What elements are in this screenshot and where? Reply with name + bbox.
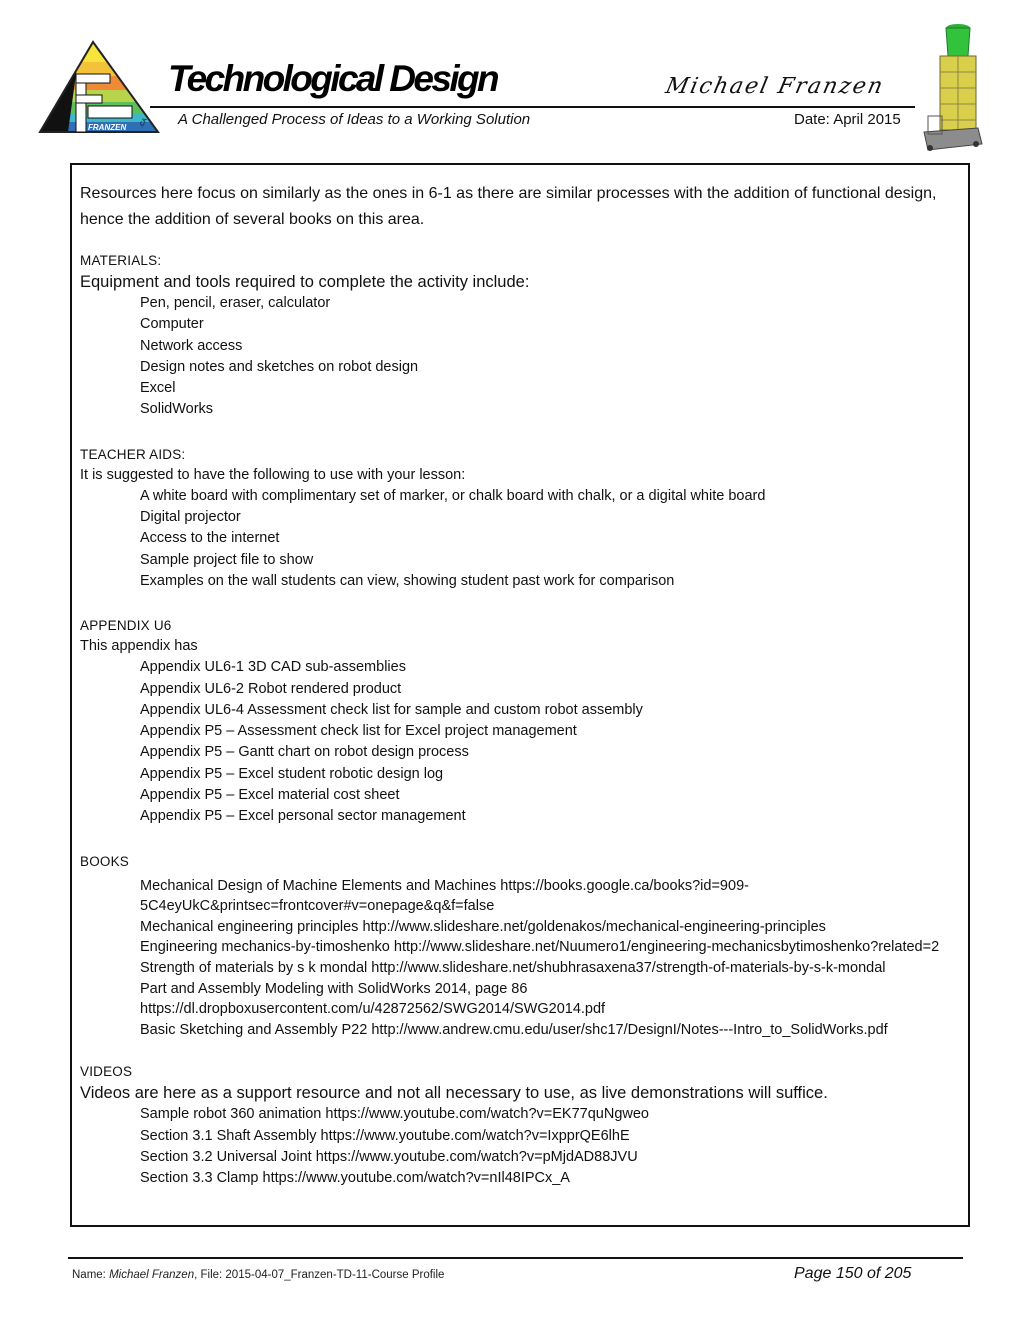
books-section (80, 852, 960, 1041)
book-link[interactable]: Mechanical engineering principles http://www.slideshare.net/goldenakos/mechanical-engineering-principles (140, 918, 826, 935)
document-date: Date: April 2015 (794, 111, 901, 128)
list-item: Appendix P5 – Excel student robotic design log (140, 765, 444, 782)
book-link[interactable]: Engineering mechanics-by-timoshenko http://www.slideshare.net/Nuumero1/engineering-mechanicsbytimoshenko?related=2 (140, 939, 940, 956)
section-heading: APPENDIX U6 (80, 618, 172, 634)
footer-name-label: Name: (72, 1269, 110, 1281)
section-intro: Videos are here as a support resource and not all necessary to use, as live demonstrations will suffice. (80, 1084, 828, 1103)
svg-text:.CA: .CA (138, 117, 149, 129)
list-item: Appendix P5 – Excel personal sector management (140, 808, 466, 825)
list-item: Excel (140, 380, 176, 397)
book-link[interactable]: Basic Sketching and Assembly P22 http://www.andrew.cmu.edu/user/shc17/DesignI/Notes---Intro_to_SolidWorks.pdf (140, 1021, 888, 1038)
document-subtitle: A Challenged Process of Ideas to a Working Solution (178, 111, 531, 128)
svg-text:FRANZEN: FRANZEN (88, 123, 127, 132)
list-item: Sample project file to show (140, 551, 314, 568)
video-link[interactable]: Section 3.1 Shaft Assembly https://www.youtube.com/watch?v=IxpprQE6lhE (140, 1127, 630, 1144)
list-item: Appendix P5 – Gantt chart on robot design process (140, 744, 469, 761)
section-intro: It is suggested to have the following to use with your lesson: (80, 466, 466, 483)
list-item: SolidWorks (140, 401, 214, 418)
section-heading: VIDEOS (80, 1064, 133, 1080)
robot-illustration-icon (918, 20, 984, 154)
book-link[interactable]: Part and Assembly Modeling with SolidWorks 2014, page 86 https://dl.dropboxusercontent.com/u/42872562/SWG2014/SWG2014.pdf (140, 980, 606, 1018)
list-item: Computer (140, 316, 204, 333)
list-item: Design notes and sketches on robot design (140, 358, 419, 375)
franzen-logo-icon (38, 40, 160, 136)
section-heading: TEACHER AIDS: (80, 446, 186, 462)
section-heading: BOOKS (80, 853, 130, 869)
video-link[interactable]: Section 3.2 Universal Joint https://www.youtube.com/watch?v=pMjdAD88JVU (140, 1148, 638, 1165)
list-item: Access to the internet (140, 530, 280, 547)
list-item: Appendix UL6-4 Assessment check list for sample and custom robot assembly (140, 701, 643, 718)
section-intro: This appendix has (80, 638, 198, 655)
document-title: Technological Design (168, 58, 498, 99)
videos-section (80, 1062, 960, 1189)
page-content (80, 181, 960, 1190)
list-item: Network access (140, 337, 243, 354)
book-link[interactable]: Mechanical Design of Machine Elements and Machines https://books.google.ca/books?id=909-5C4eyUkC&printsec=frontcover#v=onepage&q&f=false (140, 877, 749, 915)
author-signature: Michael Franzen (663, 74, 887, 99)
page-number: Page 150 of 205 (794, 1265, 912, 1282)
materials-section (80, 251, 960, 421)
video-link[interactable]: Sample robot 360 animation https://www.youtube.com/watch?v=EK77quNgweo (140, 1106, 650, 1123)
list-item: Appendix UL6-1 3D CAD sub-assemblies (140, 659, 406, 676)
footer-divider (68, 1257, 963, 1259)
list-item: Digital projector (140, 509, 241, 526)
list-item: Examples on the wall students can view, showing student past work for comparison (140, 572, 675, 589)
list-item: Pen, pencil, eraser, calculator (140, 295, 331, 311)
section-intro: Equipment and tools required to complete the activity include: (80, 273, 530, 291)
list-item: Appendix P5 – Excel material cost sheet (140, 787, 400, 804)
appendix-section (80, 616, 960, 827)
list-item: Appendix P5 – Assessment check list for Excel project management (140, 723, 577, 740)
list-item: A white board with complimentary set of marker, or chalk board with chalk, or a digital white board (140, 487, 766, 504)
list-item: Appendix UL6-2 Robot rendered product (140, 680, 402, 697)
footer-file-info (72, 1269, 444, 1281)
teacher-aids-section (80, 445, 960, 592)
footer-name: Michael Franzen (109, 1269, 195, 1281)
intro-paragraph: Resources here focus on similarly as the ones in 6-1 as there are similar processes with the addition of functional design, hence the addition of several books on this area. (80, 185, 937, 228)
book-link[interactable]: Strength of materials by s k mondal http://www.slideshare.net/shubhrasaxena37/strength-of-materials-by-s-k-mondal (140, 960, 886, 977)
section-heading: MATERIALS: (80, 253, 162, 268)
header-divider (150, 106, 915, 108)
video-link[interactable]: Section 3.3 Clamp https://www.youtube.com/watch?v=nIl48IPCx_A (140, 1170, 570, 1187)
footer-file: , File: 2015-04-07_Franzen-TD-11-Course Profile (194, 1269, 445, 1281)
